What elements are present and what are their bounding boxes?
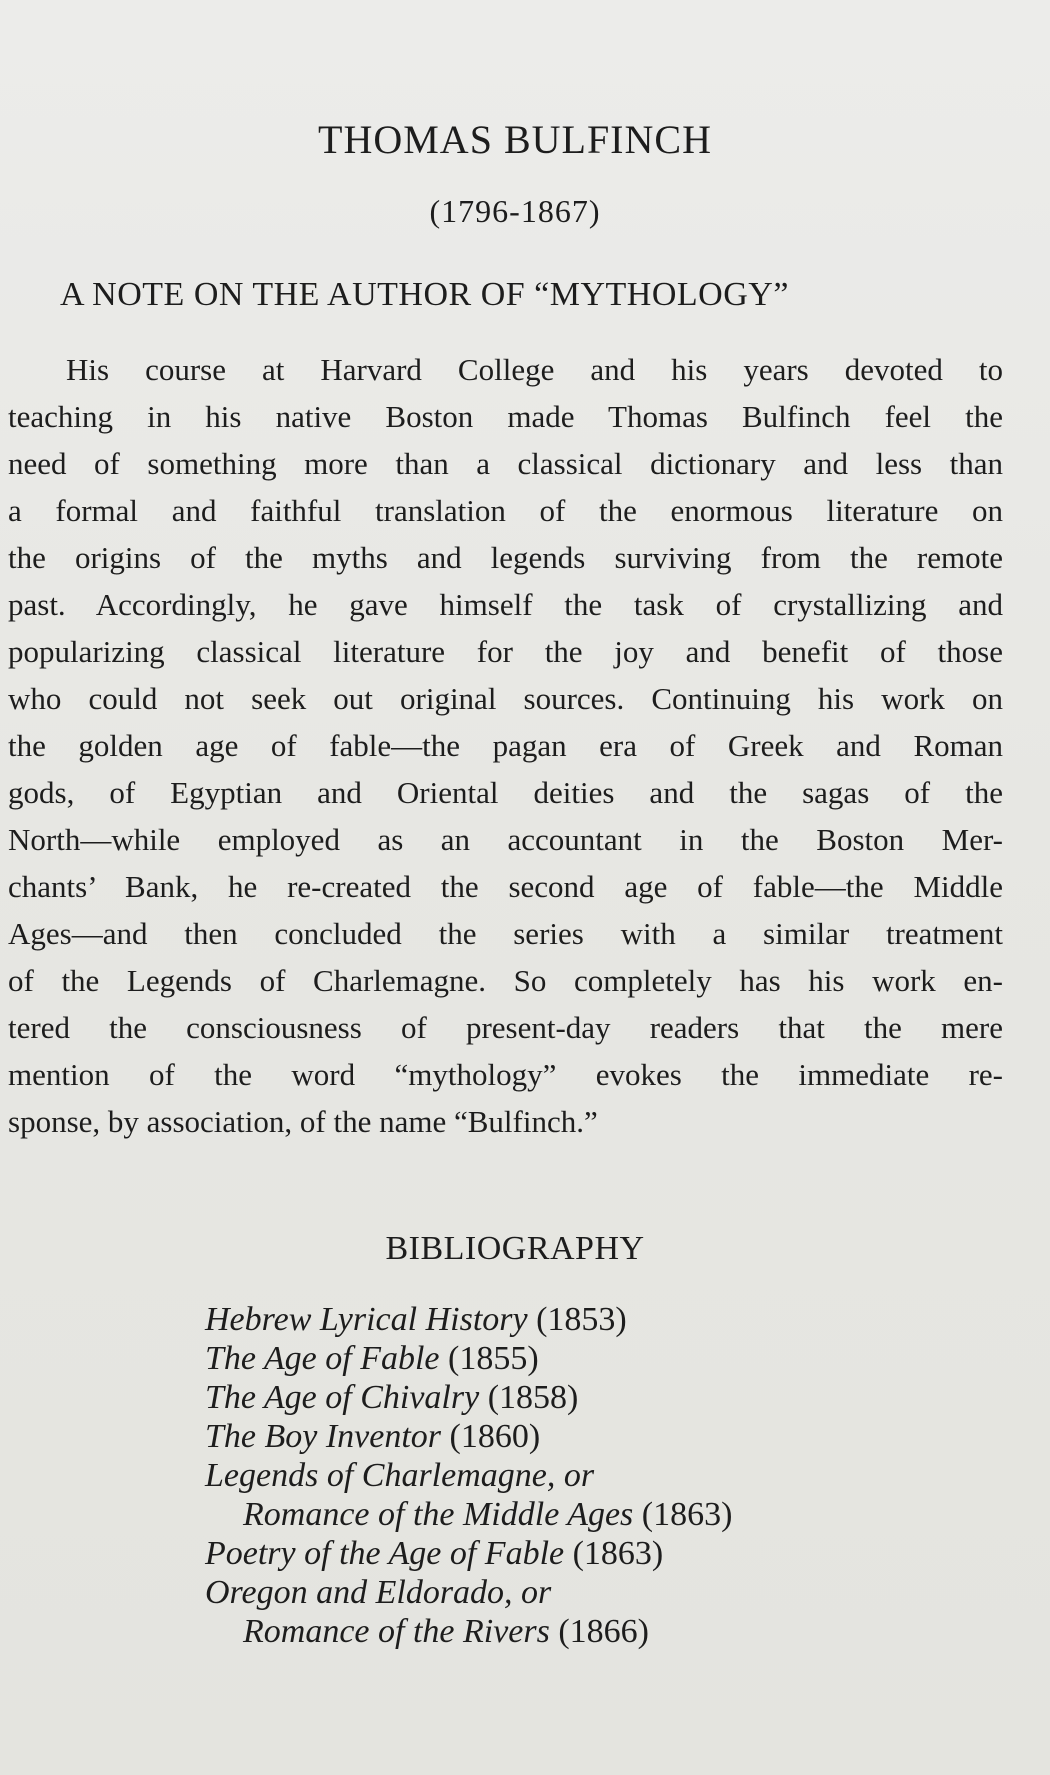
author-note-paragraph: [8, 346, 1003, 1145]
paragraph-line: who could not seek out original sources. Continuing his work on: [8, 681, 1003, 716]
work-year: (1860): [449, 1418, 541, 1455]
bibliography-item: [205, 1378, 985, 1417]
work-title: The Age of Fable: [205, 1340, 440, 1377]
paragraph-line: gods, of Egyptian and Oriental deities and the sagas of the: [8, 775, 1003, 810]
work-year: (1855): [448, 1340, 539, 1377]
bibliography-list: [205, 1300, 985, 1651]
paragraph-line: chants’ Bank, he re-created the second age of fable—the Middle: [8, 869, 1003, 904]
work-title-continuation: Romance of the Rivers: [243, 1613, 550, 1650]
work-title-continuation-line: [205, 1495, 985, 1534]
paragraph-line: the origins of the myths and legends surviving from the remote: [8, 540, 1003, 575]
paragraph-line: need of something more than a classical dictionary and less than: [8, 446, 1003, 481]
author-dates: (1796-1867): [429, 193, 601, 229]
paragraph-line: Ages—and then concluded the series with a similar treatment: [8, 916, 1003, 951]
bibliography-heading: BIBLIOGRAPHY: [385, 1230, 645, 1267]
note-heading: A NOTE ON THE AUTHOR OF “MYTHOLOGY”: [60, 276, 789, 313]
work-title: Legends of Charlemagne, or: [205, 1457, 595, 1494]
work-title: The Age of Chivalry: [205, 1379, 480, 1416]
work-title-continuation: Romance of the Middle Ages: [243, 1496, 634, 1533]
work-year: (1858): [487, 1379, 579, 1416]
work-title: Oregon and Eldorado, or: [205, 1574, 552, 1611]
paragraph-line: mention of the word “mythology” evokes the immediate re-: [8, 1057, 1003, 1092]
bibliography-item: [205, 1300, 985, 1339]
paragraph-line: popularizing classical literature for the joy and benefit of those: [8, 634, 1003, 669]
work-year: (1866): [558, 1613, 650, 1650]
paragraph-line: tered the consciousness of present-day readers that the mere: [8, 1010, 1003, 1045]
work-title: The Boy Inventor: [205, 1418, 442, 1455]
paragraph-line: sponse, by association, of the name “Bulfinch.”: [8, 1104, 598, 1139]
paragraph-line: North—while employed as an accountant in the Boston Mer-: [8, 822, 1003, 857]
paragraph-line: of the Legends of Charlemagne. So completely has his work en-: [8, 963, 1003, 998]
paragraph-line: His course at Harvard College and his years devoted to: [66, 352, 1003, 387]
bibliography-item: [205, 1339, 985, 1378]
work-title: Hebrew Lyrical History: [205, 1301, 528, 1338]
bibliography-item: [205, 1534, 985, 1573]
page-title: THOMAS BULFINCH: [318, 117, 712, 162]
paragraph-line: past. Accordingly, he gave himself the task of crystallizing and: [8, 587, 1003, 622]
work-year: (1863): [572, 1535, 664, 1572]
work-year: (1853): [536, 1301, 627, 1338]
bibliography-item: [205, 1573, 985, 1651]
work-year: (1863): [641, 1496, 733, 1533]
bibliography-item: [205, 1456, 985, 1534]
bibliography-item: [205, 1417, 985, 1456]
work-title: Poetry of the Age of Fable: [205, 1535, 565, 1572]
work-title-continuation-line: [205, 1612, 985, 1651]
paragraph-line: the golden age of fable—the pagan era of Greek and Roman: [8, 728, 1003, 763]
paragraph-line: a formal and faithful translation of the enormous literature on: [8, 493, 1003, 528]
paragraph-line: teaching in his native Boston made Thomas Bulfinch feel the: [8, 399, 1003, 434]
